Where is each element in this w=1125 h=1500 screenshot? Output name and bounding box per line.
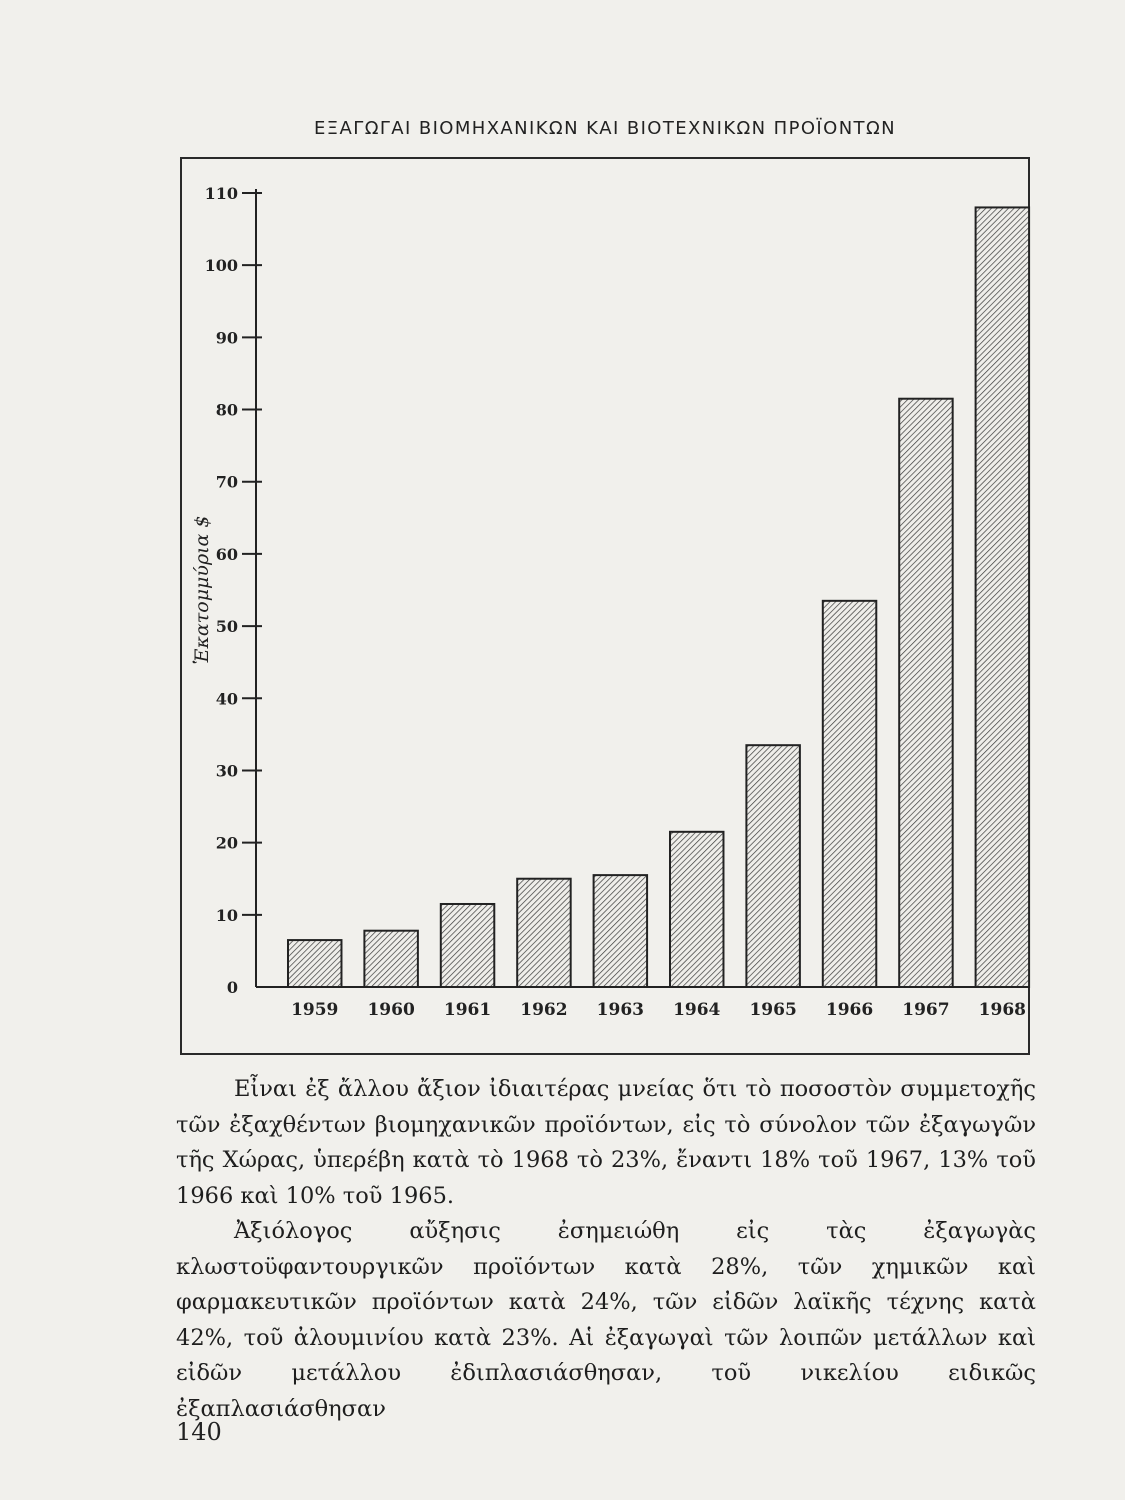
chart-title: ΕΞΑΓΩΓΑΙ ΒΙΟΜΗΧΑΝΙΚΩΝ ΚΑΙ ΒΙΟΤΕΧΝΙΚΩΝ ΠΡΟΪΟΝΤΩΝ: [314, 118, 896, 139]
y-tick-label: 0: [226, 978, 238, 997]
x-tick-label: 1964: [673, 1000, 721, 1020]
page-number: 140: [176, 1418, 222, 1446]
bar-1961: [441, 904, 494, 987]
x-tick-label: 1965: [749, 1000, 797, 1020]
paragraph-2: Ἀξιόλογος αὔξησις ἐσημειώθη εἰς τὰς ἐξαγωγὰς κλωστοϋφαντουργικῶν προϊόντων κατὰ 28%, τῶν χημικῶν καὶ φαρμακευτικῶν προϊόντων κατὰ 24%, τῶν εἰδῶν λαϊκῆς τέχνης κατὰ 42%, τοῦ ἀλουμινίου κατὰ 23%. Αἱ ἐξαγωγαὶ τῶν λοιπῶν μετάλλων καὶ εἰδῶν μετάλλου ἐδιπλασιάσθησαν, τοῦ νικελίου ειδικῶς ἐξαπλασιάσθησαν: [176, 1218, 1036, 1422]
bar-1967: [899, 399, 952, 987]
y-tick-label: 10: [215, 905, 238, 925]
x-tick-label: 1959: [291, 1000, 339, 1020]
y-tick-label: 60: [215, 544, 238, 564]
x-tick-label: 1960: [367, 1000, 415, 1020]
x-tick-label: 1968: [978, 1000, 1027, 1020]
y-axis-label: Ἑκατομμύρια $: [191, 515, 213, 665]
y-tick-label: 110: [204, 184, 238, 203]
x-tick-label: 1962: [520, 1000, 568, 1020]
y-tick-label: 40: [215, 689, 238, 709]
bar-1960: [364, 931, 417, 987]
x-tick-label: 1966: [825, 1000, 874, 1020]
bar-1963: [594, 875, 647, 987]
y-tick-label: 70: [215, 472, 238, 492]
paragraph-1: Εἶναι ἐξ ἄλλου ἄξιον ἰδιαιτέρας μνείας ὅτι τὸ ποσοστὸν συμμετοχῆς τῶν ἐξαχθέντων βιομηχανικῶν προϊόντων, εἰς τὸ σύνολον τῶν ἐξαγωγῶν τῆς Χώρας, ὑπερέβη κατὰ τὸ 1968 τὸ 23%, ἔναντι 18% τοῦ 1967, 13% τοῦ 1966 καὶ 10% τοῦ 1965.: [176, 1076, 1036, 1209]
bar-1964: [670, 832, 723, 987]
x-tick-label: 1963: [596, 1000, 645, 1020]
bar-1966: [823, 601, 876, 987]
y-tick-label: 50: [215, 617, 238, 637]
y-tick-label: 100: [204, 256, 238, 276]
bar-1968: [976, 207, 1029, 987]
bar-1962: [517, 879, 570, 987]
bar-1965: [746, 745, 799, 987]
bar-1959: [288, 940, 341, 987]
y-tick-label: 20: [215, 833, 238, 853]
body-text: [176, 1072, 1036, 1427]
y-tick-label: 30: [215, 761, 238, 781]
y-tick-label: 90: [215, 328, 238, 348]
x-tick-label: 1961: [443, 1000, 492, 1020]
y-tick-label: 80: [215, 400, 238, 420]
x-tick-label: 1967: [902, 1000, 950, 1020]
